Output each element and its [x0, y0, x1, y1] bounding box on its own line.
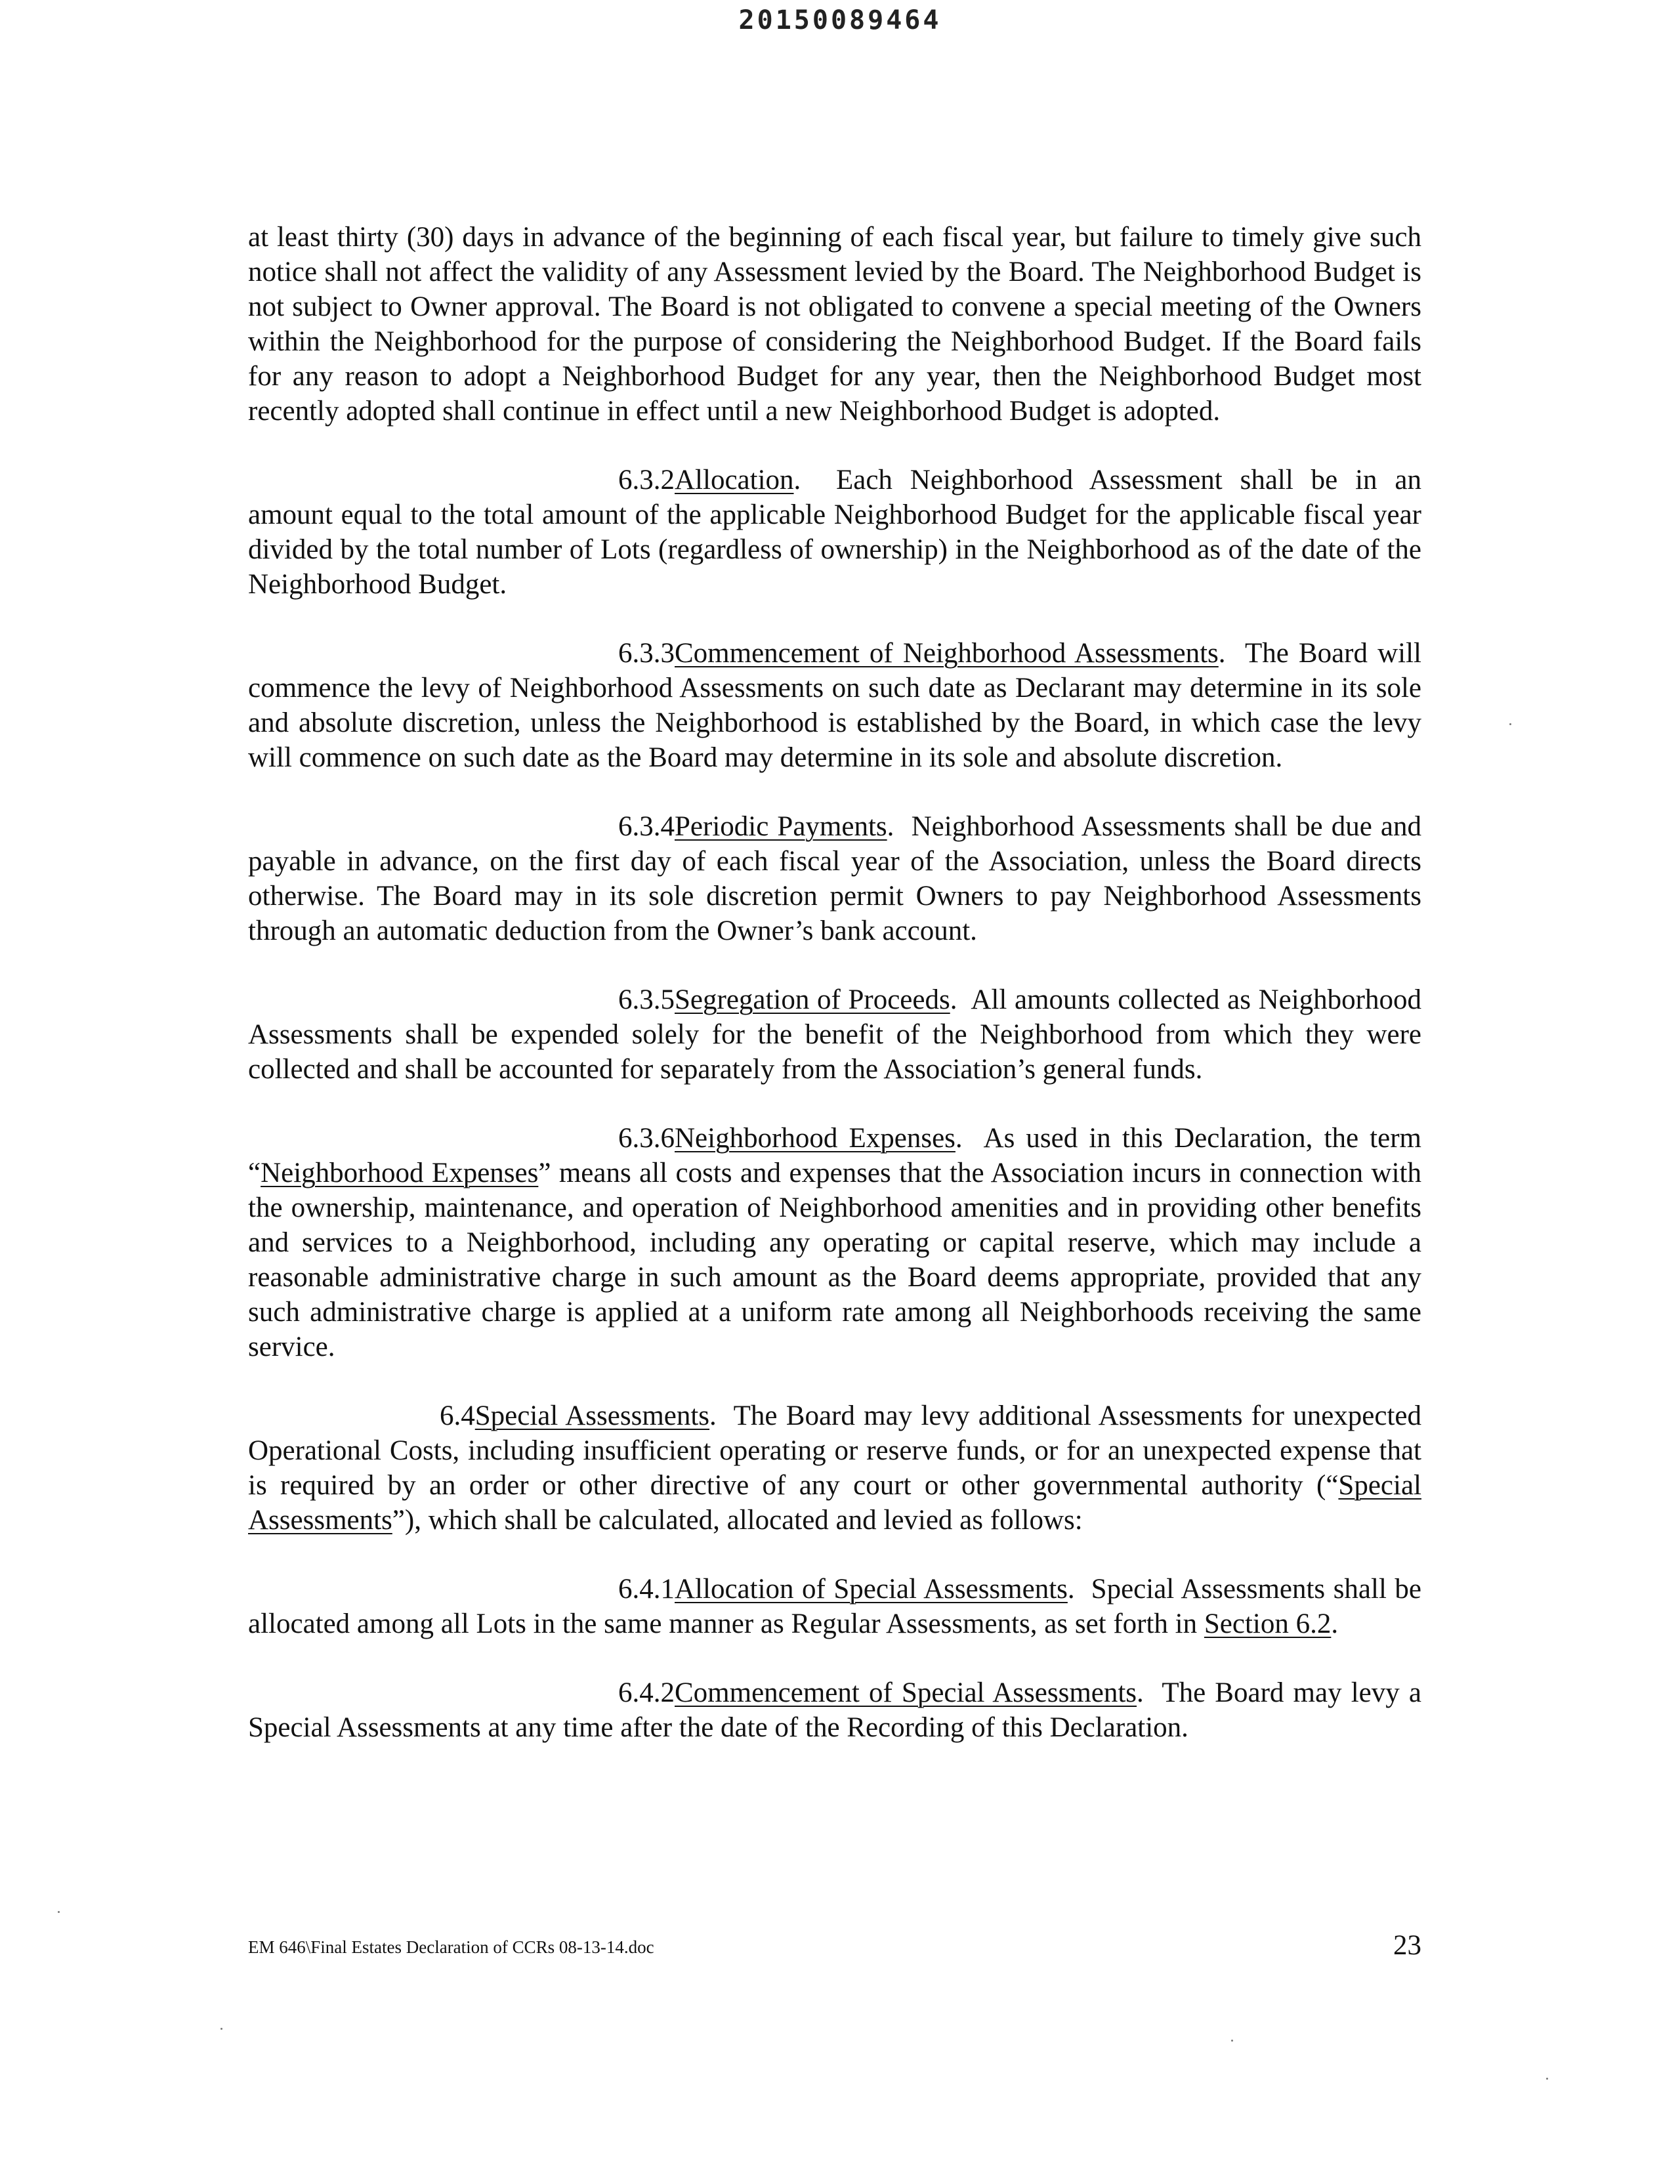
- section-text: Neighborhood Assessments shall be due and payable in advance, on the first day of each fiscal year of the Association, unless the Board directs otherwise. The Board may in its sole discretion permit Owners to pay Neighborhood Assessments through an automatic deduction from the Owner’s bank account.: [248, 811, 1421, 946]
- section-number: 6.3.5: [618, 984, 675, 1015]
- paragraph-continuation: [248, 220, 1421, 429]
- section-6-4-1: 6.4.1Allocation of Special Assessments. Special Assessments shall be allocated among all Lots in the same manner as Regular Assessments, as set forth in Section 6.2.: [248, 1572, 1421, 1641]
- section-text: The Board may levy a Special Assessments at any time after the date of the Recording of this Declaration.: [248, 1677, 1421, 1743]
- section-6-3-5: 6.3.5Segregation of Proceeds. All amounts collected as Neighborhood Assessments shall be expended solely for the benefit of the Neighborhood from which they were collected and shall be accounted for separately from the Association’s general funds.: [248, 982, 1421, 1087]
- section-number: 6.3.4: [618, 811, 675, 842]
- section-6-3-3: 6.3.3Commencement of Neighborhood Assessments. The Board will commence the levy of Neighborhood Assessments on such date as Declarant may determine in its sole and absolute discretion, unless the Neighborhood is established by the Board, in which case the levy will commence on such date as the Board may determine in its sole and absolute discretion.: [248, 636, 1421, 775]
- section-heading: Commencement of Special Assessments: [675, 1677, 1137, 1708]
- section-number: 6.3.6: [618, 1123, 675, 1154]
- section-heading: Allocation: [675, 465, 794, 495]
- scan-speck: [220, 2028, 222, 2030]
- cross-reference: Section 6.2: [1204, 1608, 1332, 1639]
- section-text: Each Neighborhood Assessment shall be in an amount equal to the total amount of the applicable Neighborhood Budget for the applicable fiscal year divided by the total number of Lots (regardless of ownership) in the Neighborhood as of the date of the Neighborhood Budget.: [248, 465, 1421, 600]
- section-text: .: [1331, 1608, 1339, 1639]
- section-text: The Board will commence the levy of Neighborhood Assessments on such date as Declarant may determine in its sole and absolute discretion, unless the Neighborhood is established by the Board, in which case the levy will commence on such date as the Board may determine in its sole and absolute discretion.: [248, 638, 1421, 773]
- section-6-4: 6.4Special Assessments. The Board may levy additional Assessments for unexpected Operational Costs, including insufficient operating or reserve funds, or for an unexpected expense that is required by an order or other directive of any court or other governmental authority (“Special Assessments”), which shall be calculated, allocated and levied as follows:: [248, 1398, 1421, 1538]
- section-6-3-6: 6.3.6Neighborhood Expenses. As used in this Declaration, the term “Neighborhood Expenses” means all costs and expenses that the Association incurs in connection with the ownership, maintenance, and operation of Neighborhood amenities and in providing other benefits and services to a Neighborhood, including any operating or capital reserve, which may include a reasonable administrative charge in such amount as the Board deems appropriate, provided that any such administrative charge is applied at a uniform rate among all Neighborhoods receiving the same service.: [248, 1121, 1421, 1364]
- page-number: 23: [1393, 1930, 1421, 1961]
- section-text: As used in this Declaration, the term “: [248, 1123, 1421, 1188]
- defined-term: Neighborhood Expenses: [261, 1158, 539, 1188]
- section-number: 6.4.2: [618, 1677, 675, 1708]
- section-text: Special Assessments shall be allocated among all Lots in the same manner as Regular Assessments, as set forth in: [248, 1574, 1422, 1639]
- section-number: 6.3.3: [618, 638, 675, 669]
- section-number: 6.3.2: [618, 465, 675, 495]
- section-6-3-4: 6.3.4Periodic Payments. Neighborhood Assessments shall be due and payable in advance, on the first day of each fiscal year of the Association, unless the Board directs otherwise. The Board may in its sole discretion permit Owners to pay Neighborhood Assessments through an automatic deduction from the Owner’s bank account.: [248, 809, 1421, 948]
- scan-speck: [1231, 2040, 1233, 2042]
- defined-term: Special Assessments: [248, 1470, 1421, 1536]
- section-heading: Segregation of Proceeds: [675, 984, 950, 1015]
- section-heading: Commencement of Neighborhood Assessments: [675, 638, 1219, 669]
- section-number: 6.4.1: [618, 1574, 675, 1605]
- section-number: 6.4: [440, 1400, 475, 1431]
- section-heading: Periodic Payments: [675, 811, 887, 842]
- section-heading: Allocation of Special Assessments: [675, 1574, 1068, 1605]
- section-6-3-2: 6.3.2Allocation. Each Neighborhood Assessment shall be in an amount equal to the total amount of the applicable Neighborhood Budget for the applicable fiscal year divided by the total number of Lots (regardless of ownership) in the Neighborhood as of the date of the Neighborhood Budget.: [248, 463, 1421, 602]
- scan-speck: [1509, 723, 1511, 725]
- section-text: The Board may levy additional Assessments for unexpected Operational Costs, including insufficient operating or reserve funds, or for an unexpected expense that is required by an order or other directive of any court or other governmental authority (“: [248, 1400, 1421, 1501]
- section-text: ” means all costs and expenses that the Association incurs in connection with the ownership, maintenance, and operation of Neighborhood amenities and in providing other benefits and services to a Neighborhood, including any operating or capital reserve, which may include a reasonable administrative charge in such amount as the Board deems appropriate, provided that any such administrative charge is applied at a uniform rate among all Neighborhoods receiving the same service.: [248, 1158, 1422, 1362]
- document-number: 20150089464: [738, 5, 942, 35]
- section-text: ”), which shall be calculated, allocated and levied as follows:: [392, 1505, 1083, 1536]
- section-heading: Special Assessments: [474, 1400, 710, 1431]
- footer-filename: EM 646\Final Estates Declaration of CCRs 08-13-14.doc: [248, 1937, 654, 1957]
- section-6-4-2: 6.4.2Commencement of Special Assessments. The Board may levy a Special Assessments at any time after the date of the Recording of this Declaration.: [248, 1675, 1421, 1745]
- section-heading: Neighborhood Expenses: [675, 1123, 956, 1154]
- paragraph-text: at least thirty (30) days in advance of the beginning of each fiscal year, but failure to timely give such notice shall not affect the validity of any Assessment levied by the Board. The Neighborhood Budget is not subject to Owner approval. The Board is not obligated to convene a special meeting of the Owners within the Neighborhood for the purpose of considering the Neighborhood Budget. If the Board fails for any reason to adopt a Neighborhood Budget for any year, then the Neighborhood Budget most recently adopted shall continue in effect until a new Neighborhood Budget is adopted.: [248, 222, 1421, 427]
- document-body: [248, 220, 1421, 1779]
- scan-speck: [1546, 2078, 1548, 2080]
- scan-speck: [58, 1911, 60, 1913]
- section-text: All amounts collected as Neighborhood Assessments shall be expended solely for the benefit of the Neighborhood from which they were collected and shall be accounted for separately from the Association’s general funds.: [248, 984, 1421, 1085]
